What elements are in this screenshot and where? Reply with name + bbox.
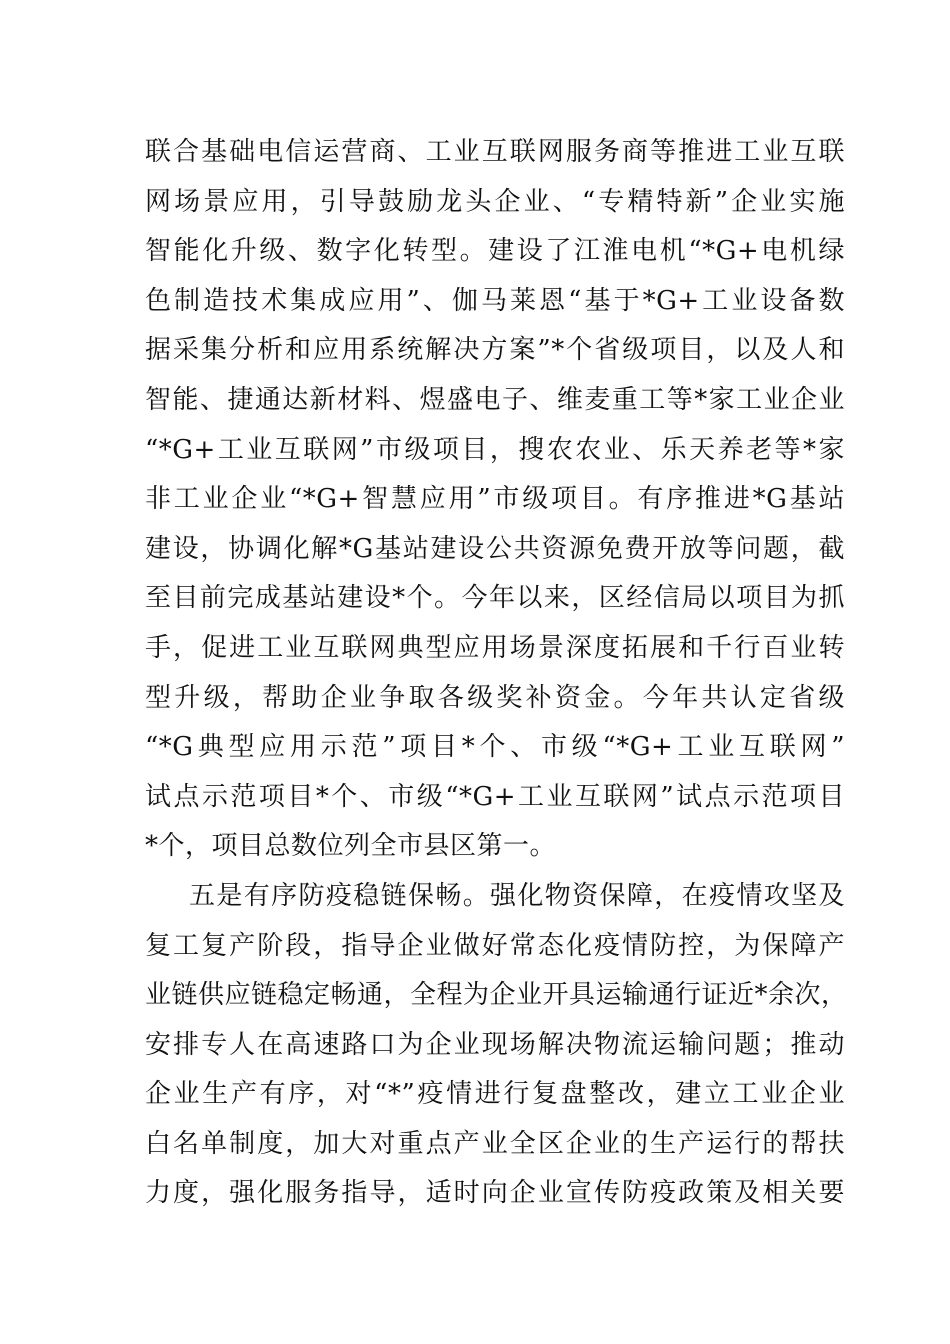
body-text: [145, 128, 848, 1219]
paragraph-first-line: 五是有序防疫稳链保畅。强化物资保障，在疫情攻坚及: [189, 880, 845, 911]
text-line: 非工业企业“*G+智慧应用”市级项目。有序推进*G基站: [145, 484, 845, 515]
text-line: 型升级，帮助企业争取各级奖补资金。今年共认定省级: [145, 682, 845, 713]
text-line: 业链供应链稳定畅通，全程为企业开具运输通行证近*余次，: [145, 980, 848, 1011]
text-line: 智能化升级、数字化转型。建设了江淮电机“*G+电机绿: [145, 236, 845, 267]
text-line: 白名单制度，加大对重点产业全区企业的生产运行的帮扶: [145, 1128, 845, 1159]
text-line: *个，项目总数位列全市县区第一。: [145, 831, 557, 862]
text-line: 据采集分析和应用系统解决方案”*个省级项目，以及人和: [145, 335, 845, 366]
text-line: 手，促进工业互联网典型应用场景深度拓展和千行百业转: [145, 632, 845, 663]
text-line: 试点示范项目*个、市级“*G+工业互联网”试点示范项目: [145, 781, 845, 812]
text-line: 网场景应用，引导鼓励龙头企业、“专精特新”企业实施: [145, 186, 845, 217]
text-line: 复工复产阶段，指导企业做好常态化疫情防控，为保障产: [145, 930, 845, 961]
text-line: “*G+工业互联网”市级项目，搜农农业、乐天养老等*家: [145, 434, 845, 465]
text-line: 力度，强化服务指导，适时向企业宣传防疫政策及相关要: [145, 1178, 845, 1209]
text-line: 联合基础电信运营商、工业互联网服务商等推进工业互联: [145, 137, 845, 167]
text-line: 企业生产有序，对“*”疫情进行复盘整改，建立工业企业: [145, 1079, 845, 1110]
text-line: 色制造技术集成应用”、伽马莱恩“基于*G+工业设备数: [145, 285, 845, 316]
text-line: 安排专人在高速路口为企业现场解决物流运输问题；推动: [145, 1029, 845, 1060]
text-line: 至目前完成基站建设*个。今年以来，区经信局以项目为抓: [145, 583, 845, 614]
text-line: 智能、捷通达新材料、煜盛电子、维麦重工等*家工业企业: [145, 384, 845, 415]
text-line: “*G典型应用示范”项目*个、市级“*G+工业互联网”: [145, 732, 845, 763]
text-line: 建设，协调化解*G基站建设公共资源免费开放等问题，截: [145, 533, 845, 564]
